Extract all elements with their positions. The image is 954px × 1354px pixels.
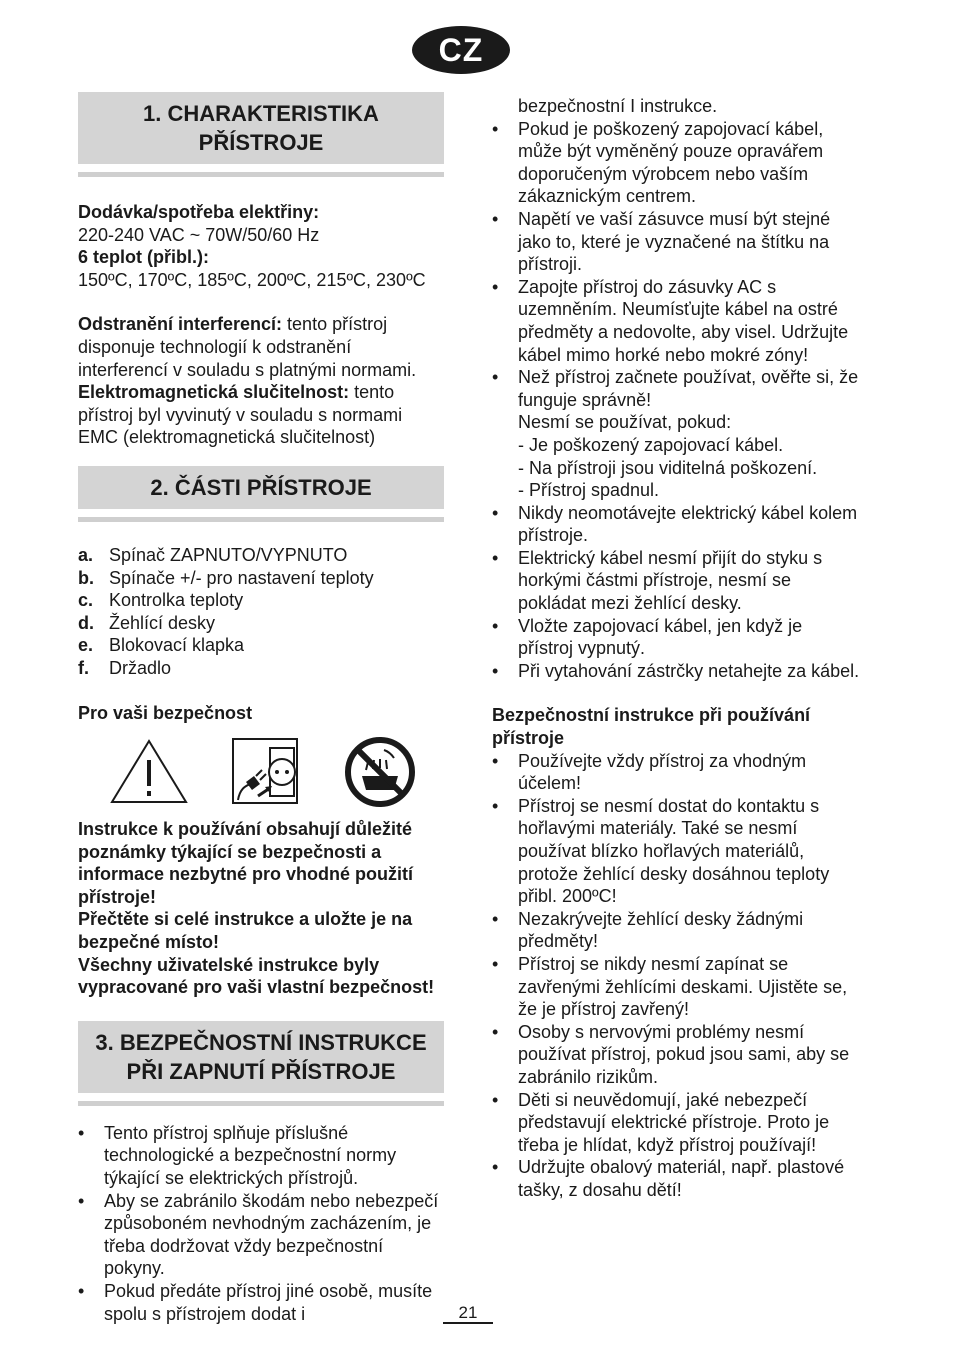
list-item: • Přístroj se nikdy nesmí zapínat se zavřenými žehlícími deskami. Ujistěte se, že je přístroj zavřený! <box>492 953 862 1021</box>
list-item: • Osoby s nervovými problémy nesmí používat přístroj, pokud jsou sami, aby se zabránilo rizikům. <box>492 1021 862 1089</box>
list-item: • Nikdy neomotávejte elektrický kábel kolem přístroje. <box>492 502 862 547</box>
section-2-divider <box>78 517 444 522</box>
list-item: • Vložte zapojovací kábel, jen když je přístroj vypnutý. <box>492 615 862 660</box>
part-item <box>78 657 444 680</box>
not-use-item: - Je poškozený zapojovací kábel. <box>518 434 784 455</box>
section-3-heading: 3. BEZPEČNOSTNÍ INSTRUKCE PŘI ZAPNUTÍ PŘÍSTROJE <box>78 1021 444 1093</box>
notice-read: Přečtěte si celé instrukce a uložte je na bezpečné místo! <box>78 909 413 953</box>
part-letter: b. <box>78 567 94 588</box>
part-label: Kontrolka teploty <box>109 590 244 611</box>
not-use-list <box>492 434 862 502</box>
part-letter: d. <box>78 612 94 633</box>
section-3-divider <box>78 1101 444 1106</box>
section-2-heading: 2. ČÁSTI PŘÍSTROJE <box>78 466 444 509</box>
list-item: • Pokud je poškozený zapojovací kábel, může být vyměněný pouze opravářem doporučeným výrobcem nebo vaším zákaznickým centrem. <box>492 118 862 208</box>
part-label: Držadlo <box>109 657 172 678</box>
list-item: • Než přístroj začnete používat, ověřte si, že funguje správně! <box>492 366 862 411</box>
list-item: • Udržujte obalový materiál, např. plastové tašky, z dosahu dětí! <box>492 1156 862 1201</box>
part-item <box>78 589 444 612</box>
section-1-heading: 1. CHARAKTERISTIKA PŘÍSTROJE <box>78 92 444 164</box>
list-item: • Děti si neuvědomují, jaké nebezpečí představují elektrické přístroje. Proto je třeba je hlídat, když přístroj používají! <box>492 1089 862 1157</box>
list-item: • Zapojte přístroj do zásuvky AC s uzemněním. Neumísťujte kábel na ostré předměty a nedovolte, aby visel. Udržujte kábel mimo horké nebo mokré zóny! <box>492 276 862 366</box>
emc-label: Elektromagnetická slučitelnost: <box>78 382 350 403</box>
use-heading: Bezpečnostní instrukce při používání přístroje <box>492 705 811 749</box>
not-use-item: - Na přístroji jsou viditelná poškození. <box>518 457 818 478</box>
not-use-item: - Přístroj spadnul. <box>518 480 660 501</box>
left-column <box>78 92 444 1325</box>
safety-heading: Pro vaši bezpečnost <box>78 702 253 723</box>
warning-triangle-icon <box>110 738 188 804</box>
list-item: • Nezakrývejte žehlící desky žádnými předměty! <box>492 908 862 953</box>
part-letter: e. <box>78 635 94 656</box>
specifications <box>78 201 444 449</box>
interference-text: tento přístroj disponuje technologií k odstranění interferencí v souladu s platnými normami. <box>78 314 417 380</box>
part-letter: f. <box>78 657 89 678</box>
notice-safety: Všechny uživatelské instrukce byly vypracované pro vaši vlastní bezpečnost! <box>78 954 435 998</box>
right-column <box>492 95 862 1202</box>
part-letter: a. <box>78 544 94 565</box>
temps-value: 150ºC, 170ºC, 185ºC, 200ºC, 215ºC, 230ºC <box>78 269 426 290</box>
page-number-rule <box>443 1322 493 1324</box>
part-label: Spínač ZAPNUTO/VYPNUTO <box>109 544 348 565</box>
parts-list <box>78 544 444 680</box>
list-item: • Elektrický kábel nesmí přijít do styku s horkými částmi přístroje, nesmí se pokládat mezi žehlící desky. <box>492 547 862 615</box>
part-label: Blokovací klapka <box>109 635 245 656</box>
part-item <box>78 612 444 635</box>
notice-important: Instrukce k používání obsahují důležité poznámky týkající se bezpečnosti a informace nezbytné pro vhodné použití přístroje! <box>78 819 414 907</box>
supply-value: 220-240 VAC ~ 70W/50/60 Hz <box>78 224 320 245</box>
list-item: • Používejte vždy přístroj za vhodným účelem! <box>492 750 862 795</box>
temps-label: 6 teplot (přibl.): <box>78 247 209 268</box>
not-use-intro: Nesmí se používat, pokud: <box>518 412 732 433</box>
emc-paragraph <box>78 381 444 449</box>
section-3-bullets <box>78 1122 444 1325</box>
list-item: • Pokud předáte přístroj jiné osobě, musíte spolu s přístrojem dodat i <box>78 1280 444 1325</box>
list-item: • Při vytahování zástrčky netahejte za kábel. <box>492 660 862 683</box>
safety-bullets-b <box>492 502 862 683</box>
part-item <box>78 634 444 657</box>
list-item: • Přístroj se nesmí dostat do kontaktu s hořlavými materiály. Také se nesmí používat blízko hořlavých materiálů, protože žehlící desky dosáhnou teploty přibl. 200ºC! <box>492 795 862 908</box>
section-1-divider <box>78 172 444 177</box>
part-item <box>78 567 444 590</box>
language-badge: CZ <box>412 26 510 74</box>
plug-socket-icon <box>232 738 298 804</box>
part-label: Spínače +/- pro nastavení teploty <box>109 567 374 588</box>
no-water-icon <box>344 736 416 808</box>
part-letter: c. <box>78 590 94 611</box>
emc-text: tento přístroj byl vyvinutý v souladu s normami EMC (elektromagnetická slučitelnost) <box>78 382 403 448</box>
page-number: 21 <box>458 1303 478 1322</box>
interference-label: Odstranění interferencí: <box>78 314 283 335</box>
list-item: • Tento přístroj splňuje příslušné technologické a bezpečnostní normy týkající se elektrických přístrojů. <box>78 1122 444 1190</box>
supply-label: Dodávka/spotřeba elektřiny: <box>78 202 320 222</box>
part-item <box>78 544 444 567</box>
interference-paragraph <box>78 313 444 381</box>
continuation-line: bezpečnostní I instrukce. <box>518 96 718 116</box>
safety-bullets-c <box>492 750 862 1202</box>
part-label: Žehlící desky <box>109 612 216 633</box>
safety-icons <box>78 734 444 818</box>
list-item: • Aby se zabránilo škodám nebo nebezpečí způsoboném nevhodným zacházením, je třeba dodržovat vždy bezpečnostní pokyny. <box>78 1190 444 1280</box>
list-item: • Napětí ve vaší zásuvce musí být stejné jako to, které je vyznačené na štítku na přístroji. <box>492 208 862 276</box>
safety-bullets-a <box>492 118 862 412</box>
